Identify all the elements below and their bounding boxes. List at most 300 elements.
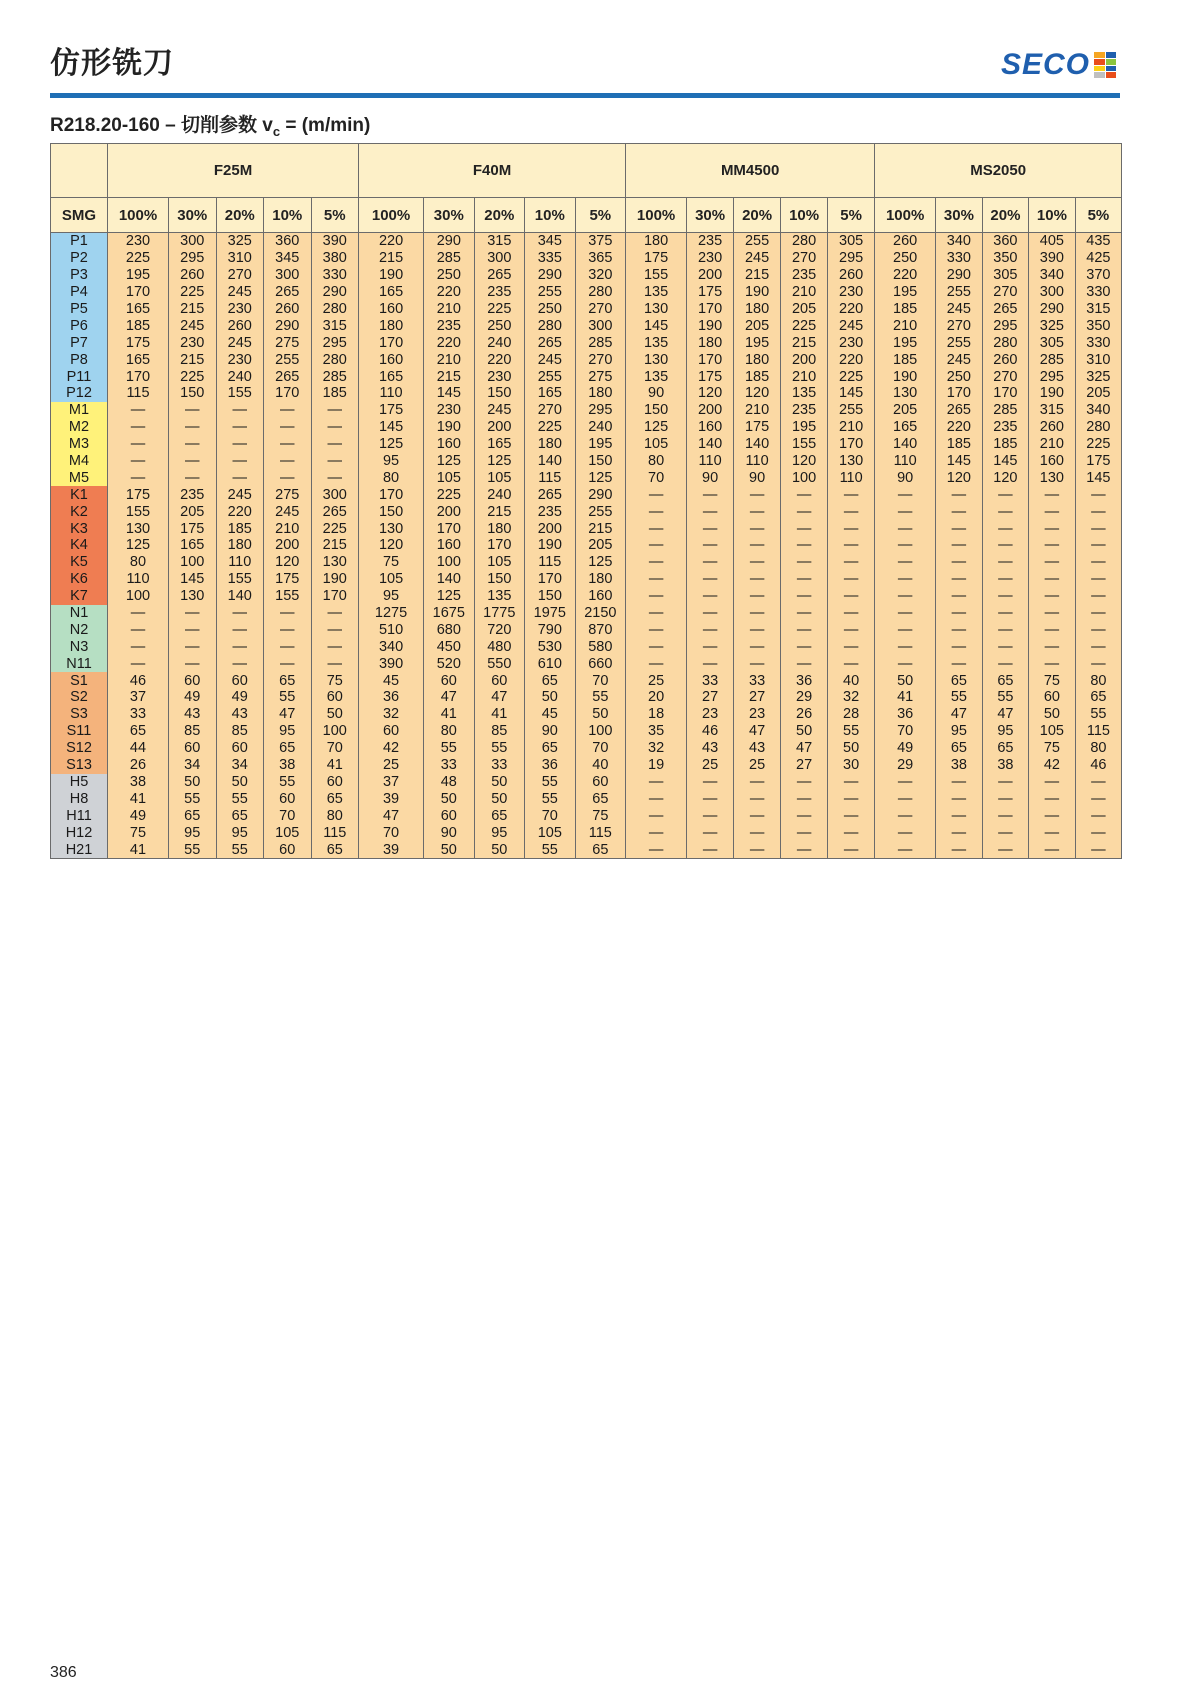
value-cell: — bbox=[264, 655, 312, 672]
value-cell: 245 bbox=[734, 250, 781, 267]
value-cell: — bbox=[982, 638, 1029, 655]
value-cell: 290 bbox=[936, 267, 983, 284]
value-cell: 165 bbox=[525, 385, 576, 402]
value-cell: 205 bbox=[781, 301, 828, 318]
value-cell: 145 bbox=[936, 453, 983, 470]
value-cell: — bbox=[626, 638, 687, 655]
table-row bbox=[51, 233, 1122, 250]
smg-cell: P5 bbox=[51, 301, 108, 318]
value-cell: — bbox=[687, 807, 734, 824]
value-cell: — bbox=[169, 621, 217, 638]
value-cell: 70 bbox=[626, 469, 687, 486]
value-cell: 610 bbox=[525, 655, 576, 672]
value-cell: 75 bbox=[1029, 740, 1076, 757]
value-cell: 165 bbox=[359, 284, 424, 301]
value-cell: 295 bbox=[169, 250, 217, 267]
value-cell: 200 bbox=[474, 419, 525, 436]
value-cell: — bbox=[828, 554, 875, 571]
value-cell: — bbox=[734, 807, 781, 824]
value-cell: 580 bbox=[575, 638, 626, 655]
value-cell: — bbox=[828, 537, 875, 554]
value-cell: 170 bbox=[982, 385, 1029, 402]
value-cell: 70 bbox=[311, 740, 359, 757]
value-cell: — bbox=[734, 655, 781, 672]
value-cell: — bbox=[982, 537, 1029, 554]
value-cell: 100 bbox=[781, 469, 828, 486]
value-cell: — bbox=[1075, 520, 1122, 537]
value-cell: 245 bbox=[169, 317, 217, 334]
value-cell: 110 bbox=[687, 453, 734, 470]
cutting-data-table-wrap bbox=[50, 143, 1121, 859]
value-cell: 145 bbox=[424, 385, 475, 402]
value-cell: 160 bbox=[1029, 453, 1076, 470]
value-cell: 255 bbox=[734, 233, 781, 250]
value-cell: — bbox=[687, 790, 734, 807]
value-cell: 1275 bbox=[359, 605, 424, 622]
value-cell: 80 bbox=[1075, 672, 1122, 689]
value-cell: 870 bbox=[575, 621, 626, 638]
value-cell: 95 bbox=[359, 588, 424, 605]
value-cell: 34 bbox=[169, 757, 217, 774]
value-cell: — bbox=[828, 571, 875, 588]
value-cell: 265 bbox=[525, 486, 576, 503]
value-cell: — bbox=[781, 790, 828, 807]
value-cell: 245 bbox=[216, 334, 264, 351]
value-cell: 295 bbox=[982, 317, 1029, 334]
value-cell: — bbox=[936, 790, 983, 807]
value-cell: — bbox=[875, 655, 936, 672]
value-cell: 280 bbox=[781, 233, 828, 250]
value-cell: 80 bbox=[311, 807, 359, 824]
value-cell: 60 bbox=[169, 672, 217, 689]
value-cell: — bbox=[264, 638, 312, 655]
value-cell: — bbox=[734, 537, 781, 554]
value-cell: 160 bbox=[424, 436, 475, 453]
value-cell: — bbox=[626, 571, 687, 588]
value-cell: 55 bbox=[169, 790, 217, 807]
value-cell: 70 bbox=[875, 723, 936, 740]
value-cell: 55 bbox=[525, 790, 576, 807]
value-cell: — bbox=[781, 537, 828, 554]
percentage-header: 20% bbox=[216, 198, 264, 233]
cutting-data-table bbox=[50, 143, 1122, 859]
value-cell: 250 bbox=[424, 267, 475, 284]
table-body bbox=[51, 233, 1122, 859]
value-cell: 315 bbox=[1075, 301, 1122, 318]
value-cell: 25 bbox=[359, 757, 424, 774]
value-cell: 65 bbox=[264, 740, 312, 757]
value-cell: — bbox=[264, 419, 312, 436]
value-cell: 33 bbox=[687, 672, 734, 689]
value-cell: — bbox=[828, 588, 875, 605]
smg-cell: H8 bbox=[51, 790, 108, 807]
value-cell: — bbox=[687, 486, 734, 503]
value-cell: 255 bbox=[264, 351, 312, 368]
value-cell: 230 bbox=[169, 334, 217, 351]
value-cell: 70 bbox=[264, 807, 312, 824]
value-cell: — bbox=[216, 419, 264, 436]
value-cell: 250 bbox=[936, 368, 983, 385]
value-cell: 115 bbox=[1075, 723, 1122, 740]
value-cell: — bbox=[875, 841, 936, 858]
value-cell: 55 bbox=[264, 774, 312, 791]
value-cell: 1775 bbox=[474, 605, 525, 622]
value-cell: — bbox=[936, 824, 983, 841]
value-cell: 190 bbox=[687, 317, 734, 334]
value-cell: 41 bbox=[424, 706, 475, 723]
value-cell: — bbox=[169, 436, 217, 453]
value-cell: — bbox=[936, 774, 983, 791]
value-cell: 65 bbox=[575, 841, 626, 858]
value-cell: 105 bbox=[359, 571, 424, 588]
value-cell: — bbox=[1029, 790, 1076, 807]
value-cell: 370 bbox=[1075, 267, 1122, 284]
value-cell: 170 bbox=[687, 351, 734, 368]
value-cell: 180 bbox=[216, 537, 264, 554]
value-cell: 125 bbox=[108, 537, 169, 554]
value-cell: 80 bbox=[424, 723, 475, 740]
table-row bbox=[51, 486, 1122, 503]
value-cell: 85 bbox=[474, 723, 525, 740]
value-cell: 115 bbox=[525, 469, 576, 486]
value-cell: 280 bbox=[575, 284, 626, 301]
value-cell: — bbox=[828, 486, 875, 503]
smg-cell: K5 bbox=[51, 554, 108, 571]
value-cell: 175 bbox=[626, 250, 687, 267]
value-cell: — bbox=[108, 655, 169, 672]
value-cell: 140 bbox=[734, 436, 781, 453]
value-cell: 220 bbox=[474, 351, 525, 368]
value-cell: 27 bbox=[781, 757, 828, 774]
value-cell: 205 bbox=[1075, 385, 1122, 402]
value-cell: — bbox=[687, 588, 734, 605]
value-cell: 20 bbox=[626, 689, 687, 706]
value-cell: — bbox=[734, 605, 781, 622]
value-cell: — bbox=[982, 554, 1029, 571]
value-cell: 47 bbox=[474, 689, 525, 706]
value-cell: 205 bbox=[734, 317, 781, 334]
value-cell: 135 bbox=[626, 284, 687, 301]
value-cell: 305 bbox=[1029, 334, 1076, 351]
value-cell: 39 bbox=[359, 790, 424, 807]
value-cell: 225 bbox=[474, 301, 525, 318]
value-cell: 150 bbox=[575, 453, 626, 470]
value-cell: 325 bbox=[1029, 317, 1076, 334]
value-cell: 95 bbox=[264, 723, 312, 740]
value-cell: 120 bbox=[982, 469, 1029, 486]
value-cell: 55 bbox=[1075, 706, 1122, 723]
percentage-header: 5% bbox=[828, 198, 875, 233]
table-row bbox=[51, 520, 1122, 537]
value-cell: — bbox=[311, 621, 359, 638]
value-cell: 25 bbox=[734, 757, 781, 774]
value-cell: 225 bbox=[781, 317, 828, 334]
value-cell: 155 bbox=[216, 571, 264, 588]
value-cell: 65 bbox=[982, 740, 1029, 757]
value-cell: — bbox=[734, 824, 781, 841]
smg-cell: P1 bbox=[51, 233, 108, 250]
value-cell: 32 bbox=[828, 689, 875, 706]
value-cell: 37 bbox=[359, 774, 424, 791]
value-cell: 335 bbox=[525, 250, 576, 267]
value-cell: 230 bbox=[474, 368, 525, 385]
value-cell: 175 bbox=[1075, 453, 1122, 470]
value-cell: 210 bbox=[424, 351, 475, 368]
value-cell: 260 bbox=[216, 317, 264, 334]
value-cell: — bbox=[936, 520, 983, 537]
value-cell: 95 bbox=[982, 723, 1029, 740]
value-cell: 75 bbox=[575, 807, 626, 824]
value-cell: — bbox=[734, 503, 781, 520]
value-cell: — bbox=[875, 503, 936, 520]
value-cell: — bbox=[828, 824, 875, 841]
value-cell: — bbox=[828, 655, 875, 672]
value-cell: 300 bbox=[474, 250, 525, 267]
value-cell: — bbox=[828, 621, 875, 638]
value-cell: 60 bbox=[359, 723, 424, 740]
value-cell: 285 bbox=[311, 368, 359, 385]
value-cell: — bbox=[875, 537, 936, 554]
value-cell: 165 bbox=[474, 436, 525, 453]
value-cell: 255 bbox=[525, 368, 576, 385]
smg-header: SMG bbox=[51, 198, 108, 233]
value-cell: 80 bbox=[108, 554, 169, 571]
value-cell: 360 bbox=[264, 233, 312, 250]
value-cell: — bbox=[108, 605, 169, 622]
smg-cell: S3 bbox=[51, 706, 108, 723]
percentage-header: 20% bbox=[982, 198, 1029, 233]
value-cell: 180 bbox=[687, 334, 734, 351]
value-cell: 37 bbox=[108, 689, 169, 706]
group-header: MS2050 bbox=[875, 144, 1122, 198]
value-cell: 38 bbox=[108, 774, 169, 791]
value-cell: 36 bbox=[359, 689, 424, 706]
value-cell: 200 bbox=[424, 503, 475, 520]
value-cell: 210 bbox=[781, 368, 828, 385]
table-row bbox=[51, 571, 1122, 588]
value-cell: 55 bbox=[982, 689, 1029, 706]
value-cell: — bbox=[875, 824, 936, 841]
group-header: F40M bbox=[359, 144, 626, 198]
value-cell: 43 bbox=[734, 740, 781, 757]
value-cell: — bbox=[875, 486, 936, 503]
value-cell: 190 bbox=[311, 571, 359, 588]
value-cell: — bbox=[1075, 824, 1122, 841]
value-cell: 100 bbox=[311, 723, 359, 740]
value-cell: 47 bbox=[781, 740, 828, 757]
value-cell: 47 bbox=[982, 706, 1029, 723]
smg-cell: M2 bbox=[51, 419, 108, 436]
value-cell: 140 bbox=[216, 588, 264, 605]
value-cell: 230 bbox=[828, 334, 875, 351]
value-cell: 215 bbox=[781, 334, 828, 351]
value-cell: 120 bbox=[359, 537, 424, 554]
value-cell: — bbox=[875, 605, 936, 622]
value-cell: — bbox=[734, 790, 781, 807]
value-cell: 170 bbox=[359, 334, 424, 351]
value-cell: — bbox=[626, 486, 687, 503]
value-cell: 200 bbox=[687, 267, 734, 284]
value-cell: — bbox=[311, 655, 359, 672]
value-cell: 180 bbox=[734, 351, 781, 368]
value-cell: 65 bbox=[525, 672, 576, 689]
value-cell: 65 bbox=[311, 790, 359, 807]
value-cell: 90 bbox=[525, 723, 576, 740]
value-cell: — bbox=[687, 520, 734, 537]
value-cell: — bbox=[216, 436, 264, 453]
value-cell: 45 bbox=[525, 706, 576, 723]
value-cell: 125 bbox=[575, 554, 626, 571]
value-cell: — bbox=[1075, 588, 1122, 605]
value-cell: 300 bbox=[575, 317, 626, 334]
table-row bbox=[51, 824, 1122, 841]
value-cell: 270 bbox=[575, 351, 626, 368]
value-cell: — bbox=[1029, 571, 1076, 588]
value-cell: 285 bbox=[575, 334, 626, 351]
value-cell: 155 bbox=[216, 385, 264, 402]
value-cell: 195 bbox=[108, 267, 169, 284]
subtitle-subscript: c bbox=[272, 123, 281, 139]
value-cell: 38 bbox=[264, 757, 312, 774]
value-cell: 190 bbox=[359, 267, 424, 284]
value-cell: 550 bbox=[474, 655, 525, 672]
value-cell: 185 bbox=[875, 301, 936, 318]
value-cell: — bbox=[687, 503, 734, 520]
percentage-header: 100% bbox=[626, 198, 687, 233]
value-cell: — bbox=[626, 537, 687, 554]
value-cell: 90 bbox=[626, 385, 687, 402]
percentage-header: 10% bbox=[264, 198, 312, 233]
value-cell: — bbox=[875, 807, 936, 824]
value-cell: — bbox=[1029, 605, 1076, 622]
value-cell: — bbox=[781, 774, 828, 791]
value-cell: 35 bbox=[626, 723, 687, 740]
value-cell: 250 bbox=[474, 317, 525, 334]
percentage-header: 10% bbox=[525, 198, 576, 233]
value-cell: 29 bbox=[781, 689, 828, 706]
value-cell: 295 bbox=[1029, 368, 1076, 385]
value-cell: 46 bbox=[108, 672, 169, 689]
value-cell: 120 bbox=[734, 385, 781, 402]
value-cell: 270 bbox=[982, 368, 1029, 385]
value-cell: — bbox=[936, 807, 983, 824]
value-cell: 50 bbox=[828, 740, 875, 757]
value-cell: 150 bbox=[474, 385, 525, 402]
value-cell: 220 bbox=[936, 419, 983, 436]
value-cell: — bbox=[1075, 774, 1122, 791]
value-cell: 325 bbox=[1075, 368, 1122, 385]
value-cell: 310 bbox=[216, 250, 264, 267]
smg-cell: K2 bbox=[51, 503, 108, 520]
value-cell: 190 bbox=[424, 419, 475, 436]
value-cell: 120 bbox=[264, 554, 312, 571]
value-cell: 55 bbox=[525, 841, 576, 858]
value-cell: 215 bbox=[474, 503, 525, 520]
value-cell: 180 bbox=[734, 301, 781, 318]
value-cell: 170 bbox=[264, 385, 312, 402]
value-cell: 225 bbox=[525, 419, 576, 436]
value-cell: 55 bbox=[525, 774, 576, 791]
value-cell: — bbox=[216, 469, 264, 486]
percentage-header: 20% bbox=[734, 198, 781, 233]
value-cell: — bbox=[982, 486, 1029, 503]
value-cell: — bbox=[875, 520, 936, 537]
value-cell: 230 bbox=[424, 402, 475, 419]
value-cell: 290 bbox=[424, 233, 475, 250]
value-cell: 25 bbox=[626, 672, 687, 689]
value-cell: 245 bbox=[936, 351, 983, 368]
value-cell: 280 bbox=[1075, 419, 1122, 436]
value-cell: 245 bbox=[474, 402, 525, 419]
value-cell: — bbox=[311, 402, 359, 419]
value-cell: 150 bbox=[359, 503, 424, 520]
value-cell: 160 bbox=[575, 588, 626, 605]
value-cell: 160 bbox=[359, 301, 424, 318]
value-cell: 200 bbox=[264, 537, 312, 554]
value-cell: — bbox=[936, 605, 983, 622]
table-row bbox=[51, 554, 1122, 571]
value-cell: 230 bbox=[216, 351, 264, 368]
value-cell: — bbox=[828, 790, 875, 807]
value-cell: — bbox=[1075, 605, 1122, 622]
value-cell: 185 bbox=[936, 436, 983, 453]
value-cell: 280 bbox=[311, 301, 359, 318]
value-cell: 70 bbox=[525, 807, 576, 824]
value-cell: 480 bbox=[474, 638, 525, 655]
value-cell: — bbox=[264, 469, 312, 486]
value-cell: 240 bbox=[575, 419, 626, 436]
value-cell: — bbox=[1029, 537, 1076, 554]
value-cell: 150 bbox=[525, 588, 576, 605]
value-cell: 55 bbox=[169, 841, 217, 858]
value-cell: 50 bbox=[424, 841, 475, 858]
value-cell: — bbox=[982, 621, 1029, 638]
percentage-header: 30% bbox=[169, 198, 217, 233]
value-cell: 33 bbox=[424, 757, 475, 774]
value-cell: 23 bbox=[687, 706, 734, 723]
value-cell: 90 bbox=[734, 469, 781, 486]
value-cell: — bbox=[169, 419, 217, 436]
smg-cell: K7 bbox=[51, 588, 108, 605]
value-cell: — bbox=[1075, 571, 1122, 588]
value-cell: 140 bbox=[875, 436, 936, 453]
value-cell: 90 bbox=[687, 469, 734, 486]
value-cell: 155 bbox=[108, 503, 169, 520]
value-cell: 425 bbox=[1075, 250, 1122, 267]
value-cell: 19 bbox=[626, 757, 687, 774]
value-cell: 130 bbox=[108, 520, 169, 537]
value-cell: 50 bbox=[474, 774, 525, 791]
smg-cell: S11 bbox=[51, 723, 108, 740]
value-cell: 40 bbox=[575, 757, 626, 774]
value-cell: 95 bbox=[359, 453, 424, 470]
value-cell: 310 bbox=[1075, 351, 1122, 368]
value-cell: 210 bbox=[1029, 436, 1076, 453]
value-cell: 95 bbox=[936, 723, 983, 740]
value-cell: 47 bbox=[359, 807, 424, 824]
value-cell: — bbox=[1029, 503, 1076, 520]
value-cell: — bbox=[626, 655, 687, 672]
value-cell: 215 bbox=[311, 537, 359, 554]
value-cell: 215 bbox=[359, 250, 424, 267]
value-cell: 290 bbox=[264, 317, 312, 334]
value-cell: 340 bbox=[1075, 402, 1122, 419]
value-cell: — bbox=[781, 486, 828, 503]
value-cell: 180 bbox=[359, 317, 424, 334]
value-cell: 360 bbox=[982, 233, 1029, 250]
value-cell: — bbox=[1075, 503, 1122, 520]
value-cell: — bbox=[1029, 824, 1076, 841]
